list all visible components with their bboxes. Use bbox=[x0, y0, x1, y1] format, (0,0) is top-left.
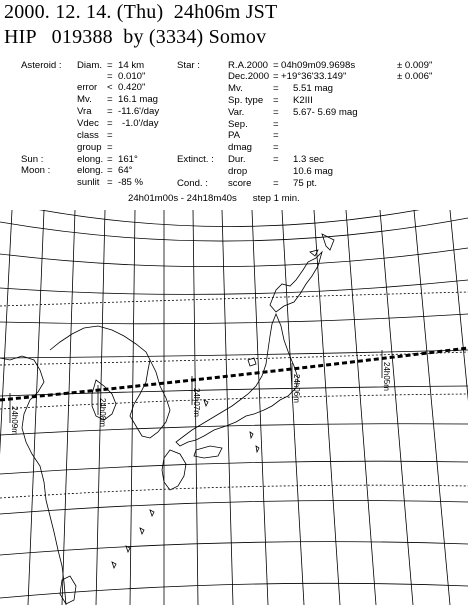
cond-score-label: score bbox=[228, 178, 252, 189]
asteroid-class-eq: = bbox=[107, 130, 113, 141]
cond-score-value: 75 pt. bbox=[293, 178, 318, 189]
sun-elong-eq: = bbox=[107, 154, 113, 165]
path-limit-south bbox=[0, 394, 468, 409]
coastlines bbox=[0, 234, 334, 605]
extinct-dur-value: 1.3 sec bbox=[293, 154, 324, 165]
sun-heading: Sun : bbox=[21, 154, 44, 165]
asteroid-group-eq: = bbox=[107, 142, 113, 153]
star-sptype-label: Sp. type bbox=[228, 95, 264, 106]
star-dec-label: Dec.2000 bbox=[228, 71, 270, 82]
asteroid-heading: Asteroid : bbox=[21, 60, 62, 71]
title-star-asteroid: HIP 019388 by (3334) Somov bbox=[4, 26, 267, 48]
asteroid-diam-eq: = bbox=[107, 60, 113, 71]
time-label-24h05m: 24h05m bbox=[382, 362, 391, 391]
star-pa-eq: = bbox=[273, 130, 279, 141]
star-pa-label: PA bbox=[228, 130, 241, 141]
moon-heading: Moon : bbox=[21, 165, 51, 176]
sun-elong-label: elong. bbox=[77, 154, 104, 165]
star-ra-label: R.A.2000 bbox=[228, 60, 269, 71]
star-ra-value: 04h09m09.9698s bbox=[281, 60, 356, 71]
moon-sunlit-value: -85 % bbox=[118, 177, 144, 188]
star-dmag-eq: = bbox=[273, 142, 279, 153]
moon-sunlit-label: sunlit bbox=[77, 177, 100, 188]
moon-sunlit-eq: = bbox=[107, 177, 113, 188]
coast-oki bbox=[204, 400, 208, 406]
star-heading: Star : bbox=[177, 60, 200, 71]
moon-elong-label: elong. bbox=[77, 165, 104, 176]
time-span: 24h01m00s - 24h18m40s step 1 min. bbox=[128, 193, 300, 204]
coast-sado bbox=[248, 358, 256, 366]
star-sep-eq: = bbox=[273, 119, 279, 130]
asteroid-vdec-label: Vdec bbox=[77, 118, 99, 129]
title-date-time: 2000. 12. 14. (Thu) 24h06m JST bbox=[4, 1, 278, 23]
star-var-label: Var. bbox=[228, 107, 245, 118]
moon-elong-value: 64° bbox=[118, 165, 133, 176]
star-sep-label: Sep. bbox=[228, 119, 248, 130]
moon-elong-eq: = bbox=[107, 165, 113, 176]
star-mv-eq: = bbox=[273, 83, 279, 94]
cond-heading: Cond. : bbox=[177, 178, 208, 189]
star-mv-label: Mv. bbox=[228, 83, 243, 94]
occultation-map bbox=[0, 210, 468, 605]
path-error-south bbox=[0, 485, 468, 498]
asteroid-vra-value: -11.6'/day bbox=[118, 106, 160, 117]
star-ra-error: ± 0.009" bbox=[397, 60, 433, 71]
asteroid-mv-eq: = bbox=[107, 94, 113, 105]
graticule bbox=[0, 210, 468, 605]
extinct-drop-label: drop bbox=[228, 166, 248, 177]
star-dmag-label: dmag bbox=[228, 142, 252, 153]
extinct-dur-eq: = bbox=[273, 154, 279, 165]
time-label-24h08m: 24h08m bbox=[98, 398, 107, 427]
asteroid-vra-eq: = bbox=[107, 106, 113, 117]
coast-shikoku bbox=[194, 446, 222, 458]
asteroid-vdec-value: -1.0'/day bbox=[122, 118, 159, 129]
asteroid-diam-label: Diam. bbox=[77, 60, 103, 71]
coast-ryukyu bbox=[112, 510, 154, 568]
asteroid-mv-label: Mv. bbox=[77, 94, 92, 105]
asteroid-diam-value: 14 km bbox=[118, 60, 145, 71]
star-var-eq: = bbox=[273, 107, 279, 118]
time-label-24h06m: 24h06m bbox=[292, 374, 301, 403]
asteroid-angdiam-eq: = bbox=[107, 71, 113, 82]
star-sptype-value: K2III bbox=[293, 95, 313, 106]
time-label-24h09m: 24h09m bbox=[10, 406, 19, 435]
coast-hokkaido bbox=[270, 252, 322, 312]
coast-manchuria bbox=[50, 326, 150, 360]
extinct-dur-label: Dur. bbox=[228, 154, 246, 165]
star-dec-error: ± 0.006" bbox=[397, 71, 433, 82]
asteroid-error-value: 0.420" bbox=[118, 82, 146, 93]
asteroid-class-label: class bbox=[77, 130, 99, 141]
star-sptype-eq: = bbox=[273, 95, 279, 106]
coast-kyushu bbox=[162, 450, 186, 490]
star-dec-eq: = bbox=[273, 71, 279, 82]
cond-score-eq: = bbox=[273, 178, 279, 189]
star-mv-value: 5.51 mag bbox=[293, 83, 334, 94]
asteroid-error-eq: < bbox=[107, 82, 113, 93]
asteroid-angdiam-value: 0.010" bbox=[118, 71, 146, 82]
asteroid-error-label: error bbox=[77, 82, 98, 93]
asteroid-mv-value: 16.1 mag bbox=[118, 94, 159, 105]
extinct-heading: Extinct. : bbox=[177, 154, 214, 165]
asteroid-vra-label: Vra bbox=[77, 106, 92, 117]
coast-izu bbox=[250, 432, 259, 452]
time-label-24h07m: 24h07m bbox=[192, 388, 201, 417]
asteroid-group-label: group bbox=[77, 142, 102, 153]
extinct-drop-value: 10.6 mag bbox=[293, 166, 334, 177]
star-dec-value: +19°36'33.149" bbox=[281, 71, 347, 82]
sun-elong-value: 161° bbox=[118, 154, 138, 165]
asteroid-vdec-eq: = bbox=[107, 118, 113, 129]
star-ra-eq: = bbox=[273, 60, 279, 71]
star-var-value: 5.67- 5.69 mag bbox=[293, 107, 358, 118]
